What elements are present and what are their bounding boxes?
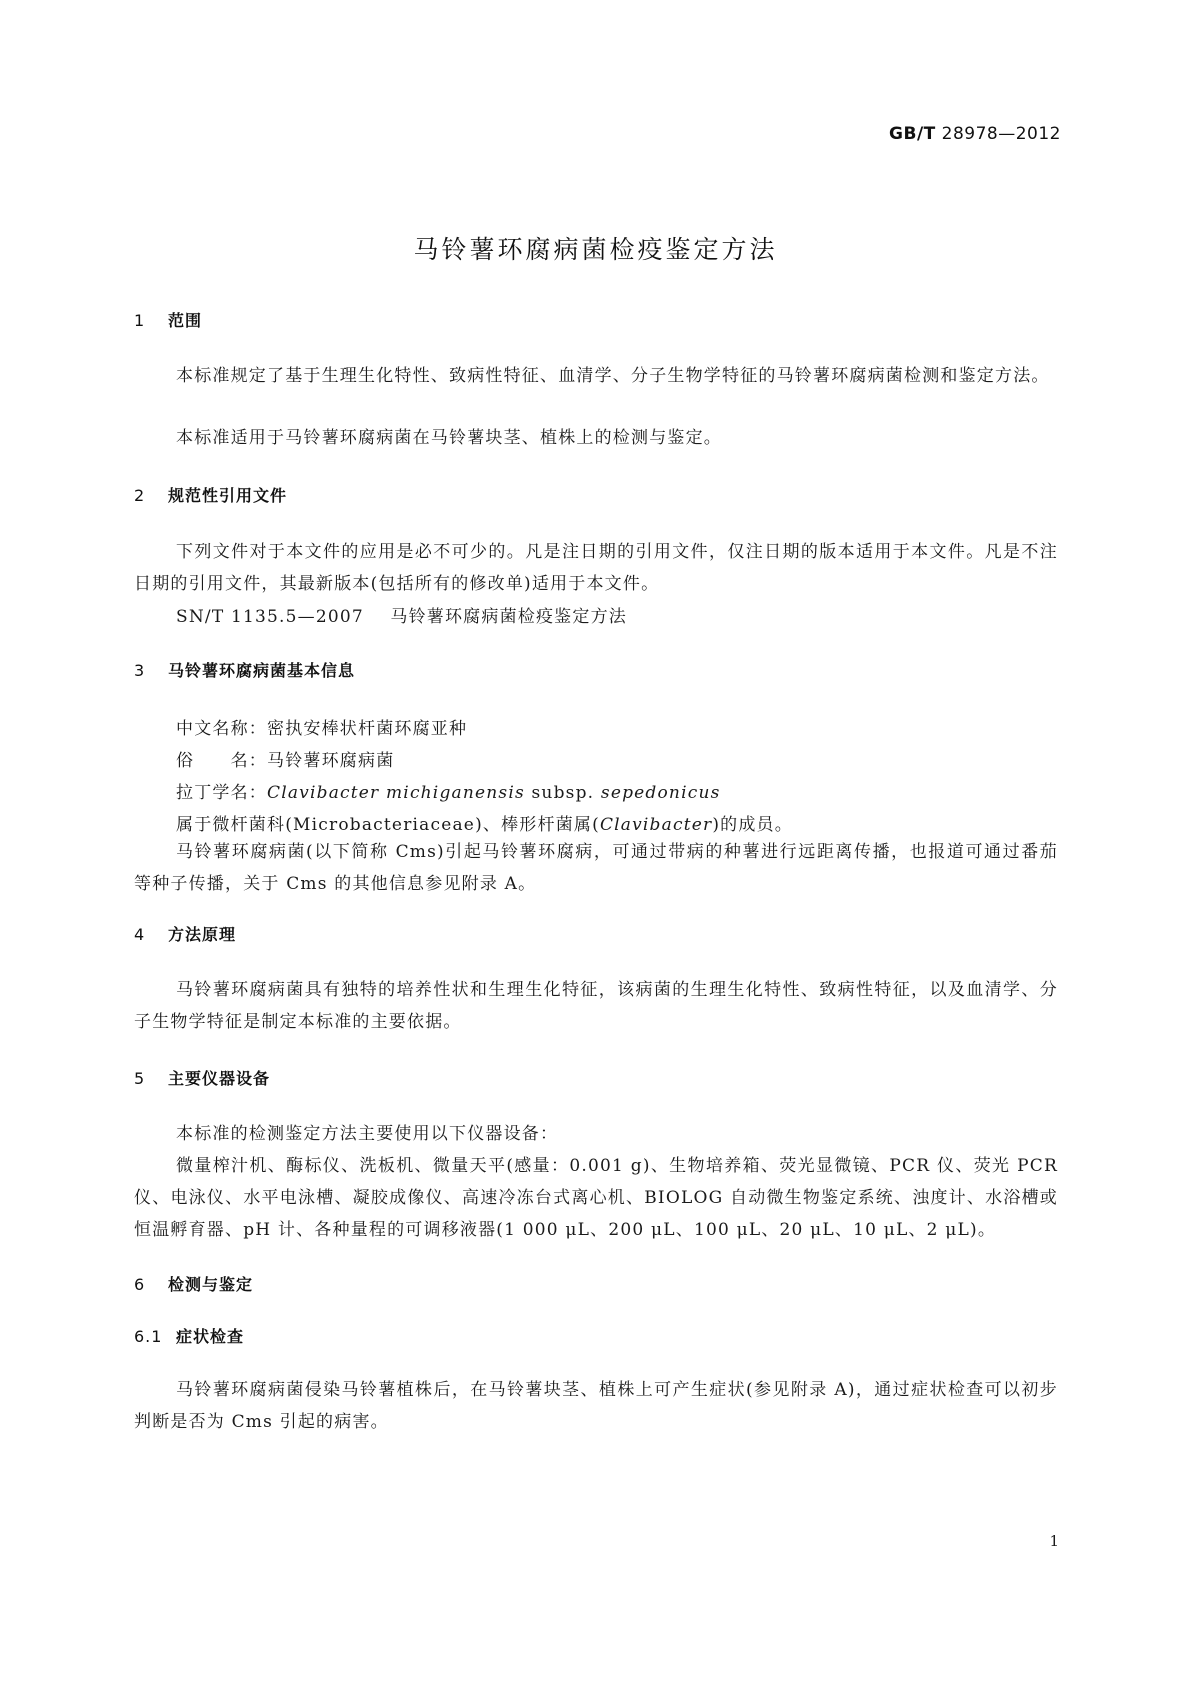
section-3-heading: [134, 658, 355, 681]
reference-title: 马铃薯环腐病菌检疫鉴定方法: [390, 607, 627, 627]
section-6-1-heading: [134, 1324, 244, 1347]
section-number: 2: [134, 486, 146, 505]
subsection-number: 6.1: [134, 1327, 163, 1346]
section-title: 范围: [168, 311, 203, 330]
latin-subsp: subsp.: [524, 783, 601, 803]
latin-genus-species: Clavibacter michiganensis: [267, 783, 525, 803]
section-number: 5: [134, 1069, 146, 1088]
chinese-name: 中文名称：密执安棒状杆菌环腐亚种: [176, 719, 468, 739]
normative-reference: [176, 602, 627, 627]
section-number: 3: [134, 661, 146, 680]
section-title: 规范性引用文件: [168, 486, 288, 505]
common-name: [176, 746, 394, 771]
section-5-paragraph-1: 本标准的检测鉴定方法主要使用以下仪器设备：: [176, 1124, 559, 1144]
section-6-heading: [134, 1272, 253, 1295]
section-6-1-paragraph-1: 马铃薯环腐病菌侵染马铃薯植株后，在马铃薯块茎、植株上可产生症状(参见附录 A)，通过症状检查可以初步判断是否为 Cms 引起的病害。: [134, 1380, 1058, 1432]
taxonomy-line: [176, 810, 793, 835]
common-name-value: 马铃薯环腐病菌: [267, 751, 395, 771]
section-title: 检测与鉴定: [168, 1275, 254, 1294]
taxonomy-genus: Clavibacter: [599, 815, 713, 835]
section-3-paragraph-1: 马铃薯环腐病菌(以下简称 Cms)引起马铃薯环腐病，可通过带病的种薯进行远距离传播，也报道可通过番茄等种子传播，关于 Cms 的其他信息参见附录 A。: [134, 842, 1058, 894]
section-1-paragraph-2: 本标准适用于马铃薯环腐病菌在马铃薯块茎、植株上的检测与鉴定。: [176, 428, 722, 448]
document-title: 马铃薯环腐病菌检疫鉴定方法: [413, 235, 778, 264]
section-1-paragraph-1: 本标准规定了基于生理生化特性、致病性特征、血清学、分子生物学特征的马铃薯环腐病菌检测和鉴定方法。: [176, 366, 1050, 386]
standard-number: 28978—2012: [941, 124, 1061, 144]
section-number: 6: [134, 1275, 146, 1294]
section-2-paragraph-1: 下列文件对于本文件的应用是必不可少的。凡是注日期的引用文件，仅注日期的版本适用于本文件。凡是不注日期的引用文件，其最新版本(包括所有的修改单)适用于本文件。: [134, 542, 1058, 594]
page-number: 1: [1049, 1532, 1059, 1550]
section-4-paragraph-1: 马铃薯环腐病菌具有独特的培养性状和生理生化特征，该病菌的生理生化特性、致病性特征，以及血清学、分子生物学特征是制定本标准的主要依据。: [134, 980, 1058, 1032]
section-number: 1: [134, 311, 146, 330]
section-1-heading: [134, 308, 202, 331]
standard-prefix: GB/T: [889, 124, 936, 144]
common-name-label: 俗 名：: [176, 751, 267, 771]
reference-code: SN/T 1135.5—2007: [176, 607, 364, 627]
taxonomy-text-a: 属于微杆菌科(Microbacteriaceae)、棒形杆菌属(: [176, 815, 600, 835]
section-title: 马铃薯环腐病菌基本信息: [168, 661, 356, 680]
latin-name: [176, 778, 721, 803]
section-2-heading: [134, 483, 287, 506]
section-number: 4: [134, 925, 146, 944]
standard-code: [889, 124, 1061, 144]
section-4-heading: [134, 922, 236, 945]
section-5-heading: [134, 1066, 270, 1089]
section-title: 主要仪器设备: [168, 1069, 271, 1088]
latin-subspecies: sepedonicus: [600, 783, 721, 803]
section-5-equipment-list: 微量榨汁机、酶标仪、洗板机、微量天平(感量：0.001 g)、生物培养箱、荧光显微镜、PCR 仪、荧光 PCR 仪、电泳仪、水平电泳槽、凝胶成像仪、高速冷冻台式离心机、BIOLOG 自动微生物鉴定系统、浊度计、水浴槽或恒温孵育器、pH 计、各种量程的可调移液器(1 000 μL、200 μL、100 μL、20 μL、10 μL、2 μL)。: [134, 1156, 1058, 1240]
subsection-title: 症状检查: [176, 1327, 245, 1346]
section-title: 方法原理: [168, 925, 237, 944]
latin-name-label: 拉丁学名：: [176, 783, 267, 803]
taxonomy-text-b: )的成员。: [712, 815, 793, 835]
